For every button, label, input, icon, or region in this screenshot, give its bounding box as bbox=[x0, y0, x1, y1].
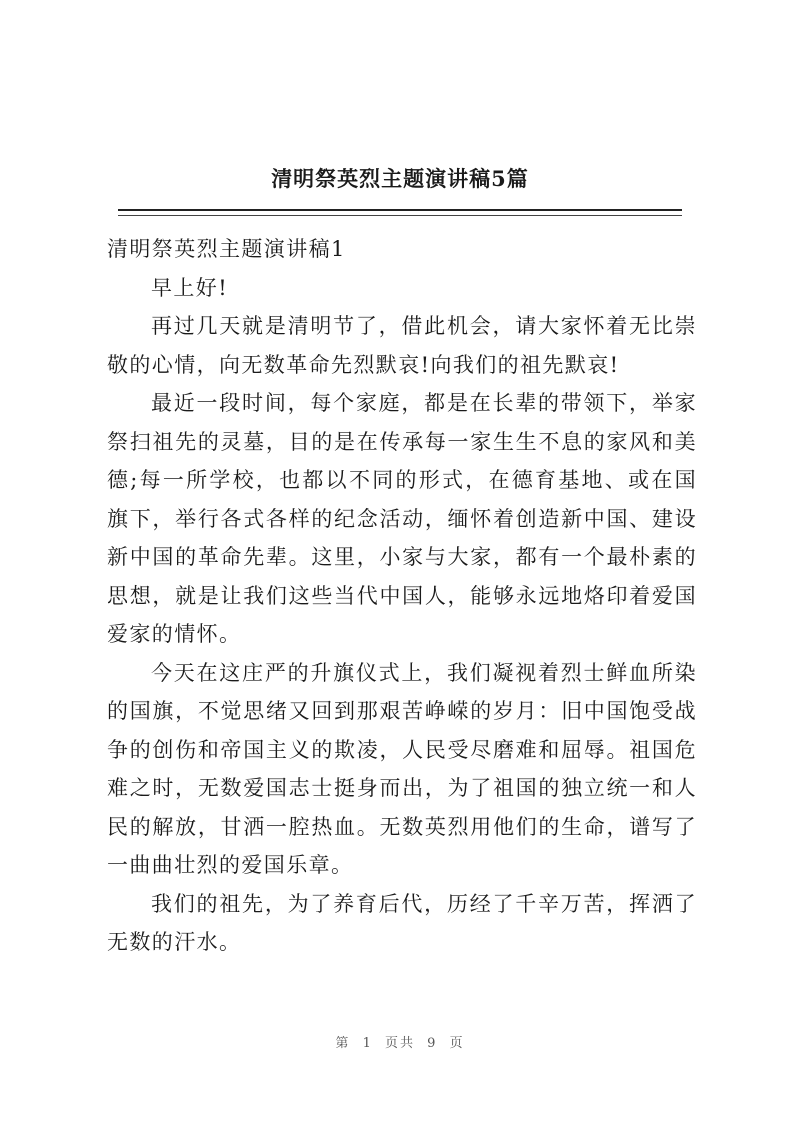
paragraph-ancestors: 我们的祖先，为了养育后代，历经了千辛万苦，挥洒了无数的汗水。 bbox=[107, 891, 697, 954]
title-divider-thick bbox=[118, 209, 682, 211]
document-title: 清明祭英烈主题演讲稿5篇 bbox=[271, 166, 529, 191]
title-divider-thin bbox=[118, 215, 682, 216]
document-body bbox=[107, 230, 697, 962]
paragraph-families: 最近一段时间，每个家庭，都是在长辈的带领下，举家祭扫祖先的灵墓，目的是在传承每一家生生不息的家风和美德;每一所学校，也都以不同的形式，在德育基地、或在国旗下，举行各式各样的纪念活动，缅怀着创造新中国、建设新中国的革命先辈。这里，小家与大家，都有一个最朴素的思想，就是让我们这些当代中国人，能够永远地烙印着爱国爱家的情怀。 bbox=[107, 391, 697, 646]
footer-current-page: 1 bbox=[362, 1036, 373, 1051]
footer-page-middle: 页共 bbox=[384, 1036, 415, 1051]
paragraph-intro: 再过几天就是清明节了，借此机会，请大家怀着无比崇敬的心情，向无数革命先烈默哀!向我们的祖先默哀! bbox=[107, 314, 697, 377]
footer-page-suffix: 页 bbox=[449, 1036, 465, 1051]
paragraph-greeting: 早上好! bbox=[151, 275, 229, 300]
footer-total-pages: 9 bbox=[427, 1036, 438, 1051]
section-heading: 清明祭英烈主题演讲稿1 bbox=[107, 237, 346, 261]
page-footer bbox=[0, 1032, 800, 1051]
footer-page-prefix: 第 bbox=[335, 1036, 351, 1051]
paragraph-flag-ceremony: 今天在这庄严的升旗仪式上，我们凝视着烈士鲜血所染的国旗，不觉思绪又回到那艰苦峥嵘的岁月：旧中国饱受战争的创伤和帝国主义的欺凌，人民受尽磨难和屈辱。祖国危难之时，无数爱国志士挺身而出，为了祖国的独立统一和人民的解放，甘洒一腔热血。无数英烈用他们的生命，谱写了一曲曲壮烈的爱国乐章。 bbox=[107, 660, 697, 877]
